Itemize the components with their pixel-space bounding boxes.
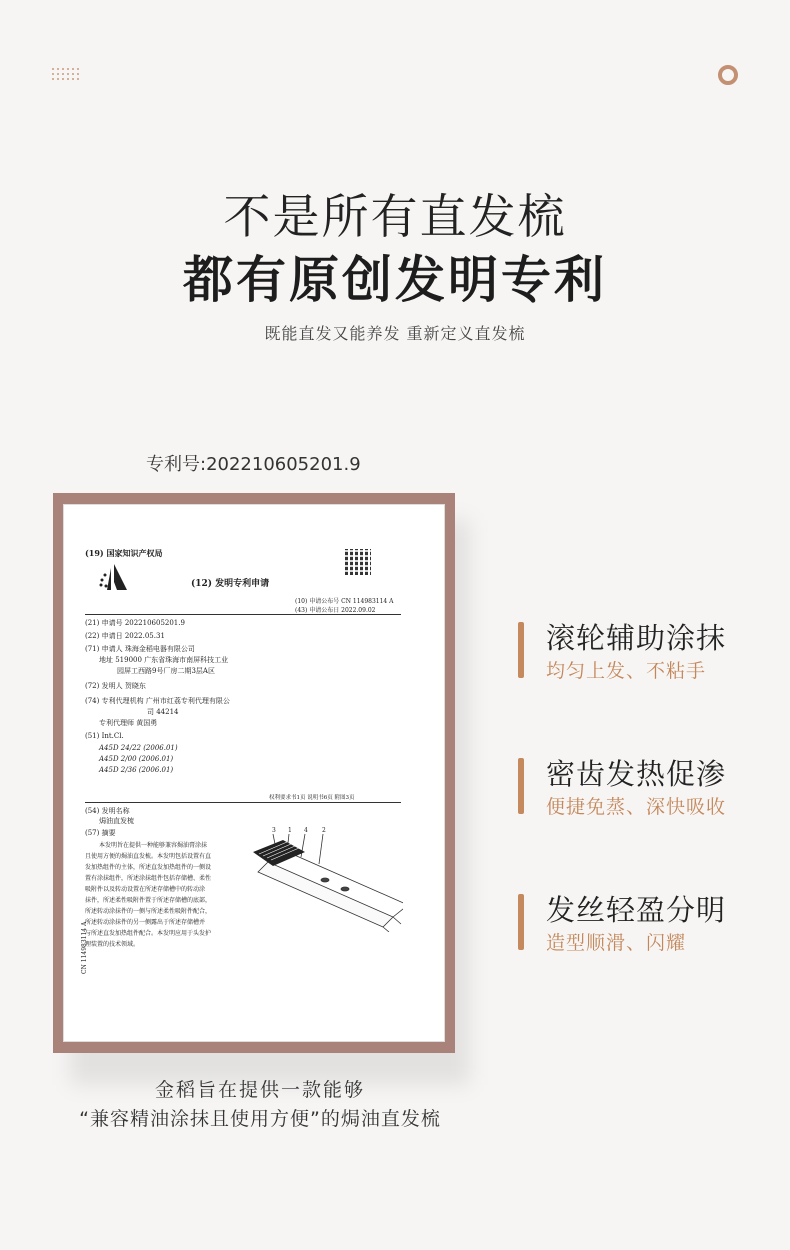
feature-accent-bar [518,622,524,678]
doc-app-no: (21) 申请号 202210605201.9 [85,619,185,627]
feature-accent-bar [518,758,524,814]
doc-cl2: A45D 2/00 (2006.01) [99,755,174,763]
decorative-dots-icon [52,68,80,82]
doc-divider [85,614,401,615]
feature-title: 滚轮辅助涂抹 [546,621,727,655]
doc-agent: 专利代理师 黄国勇 [99,719,158,727]
figure-label-2: 2 [322,827,326,834]
doc-cl1: A45D 24/22 (2006.01) [99,744,178,752]
headline-line2: 都有原创发明专利 [183,251,607,309]
doc-office: (19) 国家知识产权局 [85,548,163,558]
figure-label-1: 1 [288,827,292,834]
doc-int-cl: (51) Int.Cl. [85,732,124,740]
patent-document [63,504,445,1042]
ring-icon [718,65,738,85]
doc-side-code: CN 114983114 A [81,921,88,974]
patent-frame [53,493,455,1053]
doc-title: 焗油直发梳 [99,817,134,825]
feature-title: 发丝轻盈分明 [546,893,727,927]
hair-straightener-drawing-icon [243,822,403,932]
doc-applicant: (71) 申请人 珠海金稻电器有限公司 [85,645,195,653]
doc-abstract-line: 与所述直发加热组件配合。本发明应用于头发护 [85,930,212,937]
doc-title-label: (54) 发明名称 [85,807,130,815]
doc-abstract-line: 置有涂抹组件，所述涂抹组件包括存储槽、柔性 [85,875,212,882]
caption-line2: “兼容精油涂抹且使用方便”的焗油直发梳 [79,1108,441,1130]
qr-code-icon [345,549,371,575]
feature-accent-bar [518,894,524,950]
patent-office-logo-icon [97,562,131,592]
doc-agency2: 司 44214 [147,708,179,716]
doc-abstract-line: 抹件，所述柔性吸附件置于所述存储槽的底部， [85,897,212,904]
doc-pub-no: (10) 申请公布号 CN 114983114 A [295,598,394,605]
doc-pub-date: (43) 申请公布日 2022.09.02 [295,607,376,614]
doc-address2: 园屏工西路9号厂房二期3层A区 [117,667,215,675]
doc-abstract-line: 发加热组件的主体，所述直发加热组件的一侧设 [85,864,212,871]
feature-subtitle: 便捷免蒸、深快吸收 [546,796,727,818]
doc-pages: 权利要求书1页 说明书6页 附图3页 [269,795,355,801]
patent-number: 专利号:202210605201.9 [146,454,361,475]
doc-divider [85,802,401,803]
doc-type: (12) 发明专利申请 [191,579,270,589]
caption-line1: 金稻旨在提供一款能够 [154,1079,365,1101]
doc-abstract-line: 且使用方便的焗油直发梳。本发明包括设置有直 [85,853,212,860]
doc-address1: 地址 519000 广东省珠海市南屏科技工业 [99,656,229,664]
headline-line1: 不是所有直发梳 [223,190,567,245]
doc-abstract-line: 所述转动涂抹件的另一侧露出于所述存储槽并 [85,919,206,926]
doc-app-date: (22) 申请日 2022.05.31 [85,632,165,640]
doc-abstract-line: 理装置的技术领域。 [85,941,140,948]
feature-title: 密齿发热促渗 [546,757,727,791]
headline-subtitle: 既能直发又能养发 重新定义直发梳 [264,324,526,343]
figure-label-3: 3 [272,827,276,834]
doc-abstract-line: 所述转动涂抹件的一侧与所述柔性吸附件配合， [85,908,212,915]
feature-subtitle: 造型顺滑、闪耀 [546,932,687,954]
doc-abstract-label: (57) 摘要 [85,829,116,837]
figure-label-4: 4 [304,827,308,834]
doc-cl3: A45D 2/36 (2006.01) [99,766,174,774]
doc-agency1: (74) 专利代理机构 广州市红荔专利代理有限公 [85,697,230,705]
feature-subtitle: 均匀上发、不粘手 [546,660,707,682]
doc-inventor: (72) 发明人 贺晓东 [85,682,146,690]
doc-abstract-line: 吸附件以及转动设置在所述存储槽中的转动涂 [85,886,206,893]
doc-abstract-line: 本发明旨在提供一种能够兼容焗油膏涂抹 [99,842,208,849]
